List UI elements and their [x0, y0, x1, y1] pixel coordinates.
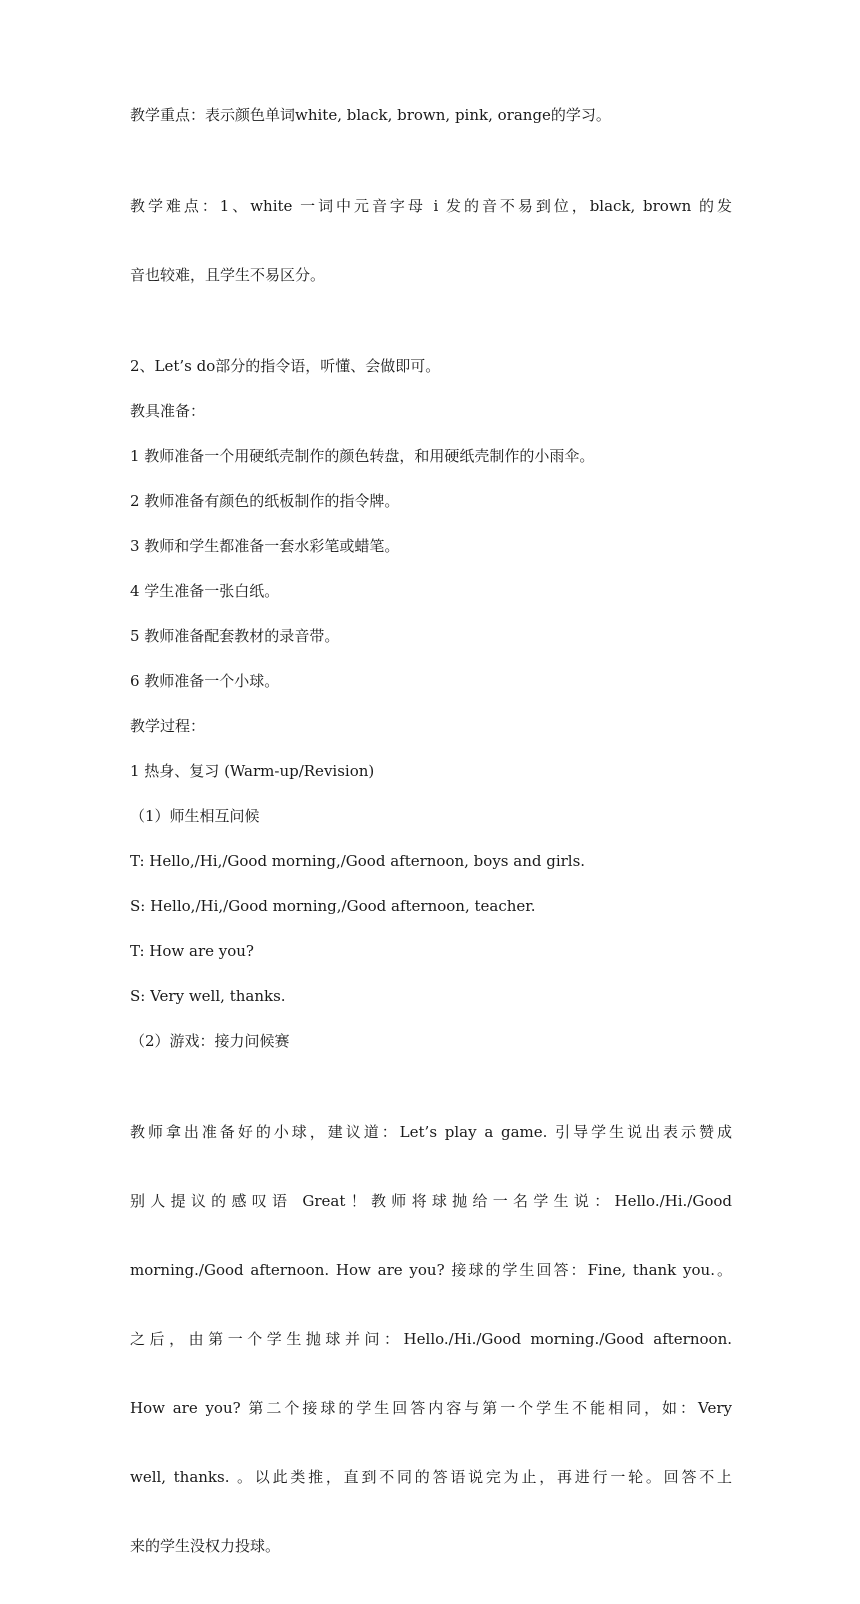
teaching-difficulty-2: 2、Let’s do部分的指令语，听懂、会做即可。 [130, 357, 441, 375]
dialogue-line: T: How are you? [130, 942, 254, 960]
tool-item: 2 教师准备有颜色的纸板制作的指令牌。 [130, 492, 400, 510]
tool-item: 6 教师准备一个小球。 [130, 672, 280, 690]
tools-heading: 教具准备： [130, 402, 206, 420]
tool-item: 3 教师和学生都准备一套水彩笔或蜡笔。 [130, 537, 400, 555]
game-line: 教师拿出准备好的小球，建议道：Let’s play a game. 引导学生说出表示赞成 [130, 1123, 732, 1141]
teaching-focus: 教学重点：表示颜色单词white, black, brown, pink, orange的学习。 [130, 106, 611, 124]
game-line: 来的学生没权力投球。 [130, 1537, 281, 1555]
sub-step-2: （2）游戏：接力问候赛 [130, 1032, 290, 1050]
sub-step-1: （1）师生相互问候 [130, 807, 260, 825]
game-line: well, thanks. 。以此类推，直到不同的答语说完为止，再进行一轮。回答不上 [130, 1468, 732, 1486]
tool-item: 5 教师准备配套教材的录音带。 [130, 627, 340, 645]
dialogue-line: T: Hello,/Hi,/Good morning,/Good afternoon, boys and girls. [130, 852, 586, 870]
dialogue-line: S: Hello,/Hi,/Good morning,/Good afternoon, teacher. [130, 897, 536, 915]
dialogue-line: S: Very well, thanks. [130, 987, 286, 1005]
game-description [130, 1075, 732, 1604]
process-heading: 教学过程： [130, 717, 206, 735]
document-page [130, 104, 732, 1604]
tool-item: 4 学生准备一张白纸。 [130, 582, 280, 600]
game-line: 之后，由第一个学生抛球并问：Hello./Hi./Good morning./Good afternoon. [130, 1330, 732, 1348]
game-line: How are you? 第二个接球的学生回答内容与第一个学生不能相同，如：Very [130, 1399, 732, 1417]
game-line: morning./Good afternoon. How are you? 接球的学生回答：Fine, thank you.。 [130, 1261, 732, 1279]
tool-item: 1 教师准备一个用硬纸壳制作的颜色转盘，和用硬纸壳制作的小雨伞。 [130, 447, 595, 465]
step-1-heading: 1 热身、复习 (Warm-up/Revision) [130, 762, 375, 780]
teaching-difficulty-1 [130, 149, 732, 333]
difficulty-line-1: 教学难点：1、white 一词中元音字母 i 发的音不易到位，black, brown 的发 [130, 197, 732, 215]
game-line: 别人提议的感叹语 Great！教师将球抛给一名学生说：Hello./Hi./Good [130, 1192, 732, 1210]
difficulty-line-2: 音也较难，且学生不易区分。 [130, 266, 326, 284]
